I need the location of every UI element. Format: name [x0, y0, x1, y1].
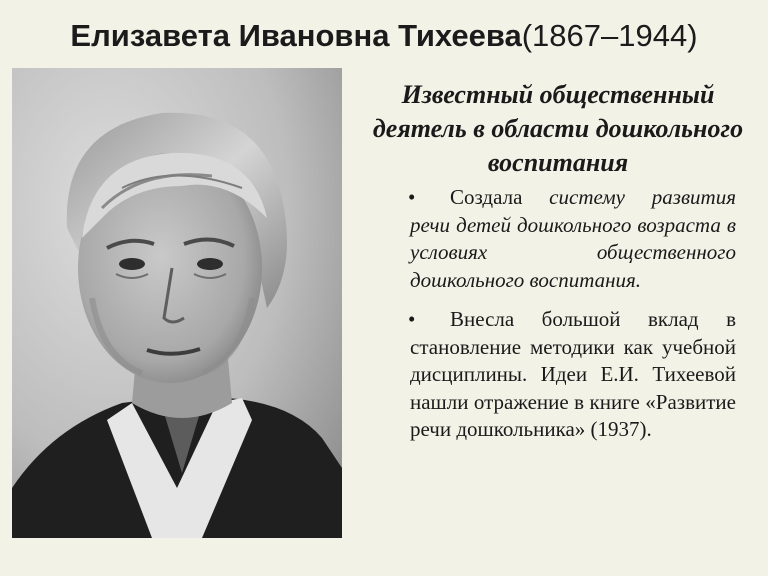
- bullet-list: [410, 184, 736, 444]
- list-item: [410, 184, 736, 294]
- bullet-text: Внесла большой вклад в становление методики как учебной дисциплины. Идеи Е.И. Тихеевой нашли отражение в книге «Развитие речи дошкольника» (1937).: [410, 307, 736, 441]
- subtitle: Известный общественный деятель в области дошкольного воспитания: [372, 80, 744, 177]
- bullet-marker: •: [408, 307, 416, 331]
- title-name: Елизавета Ивановна Тихеева: [70, 18, 522, 53]
- title-years: (1867–1944): [521, 18, 698, 53]
- portrait-image: [12, 68, 342, 538]
- bullet-marker: •: [408, 185, 416, 209]
- slide-title: [0, 10, 768, 62]
- portrait-photo: [12, 68, 342, 538]
- bullet-emphasis-text: систему развития речи детей дошкольного возраста в условиях общественного дошкольного воспитания.: [410, 185, 736, 292]
- list-item: [410, 306, 736, 444]
- bullet-lead-text: Создала: [450, 185, 550, 209]
